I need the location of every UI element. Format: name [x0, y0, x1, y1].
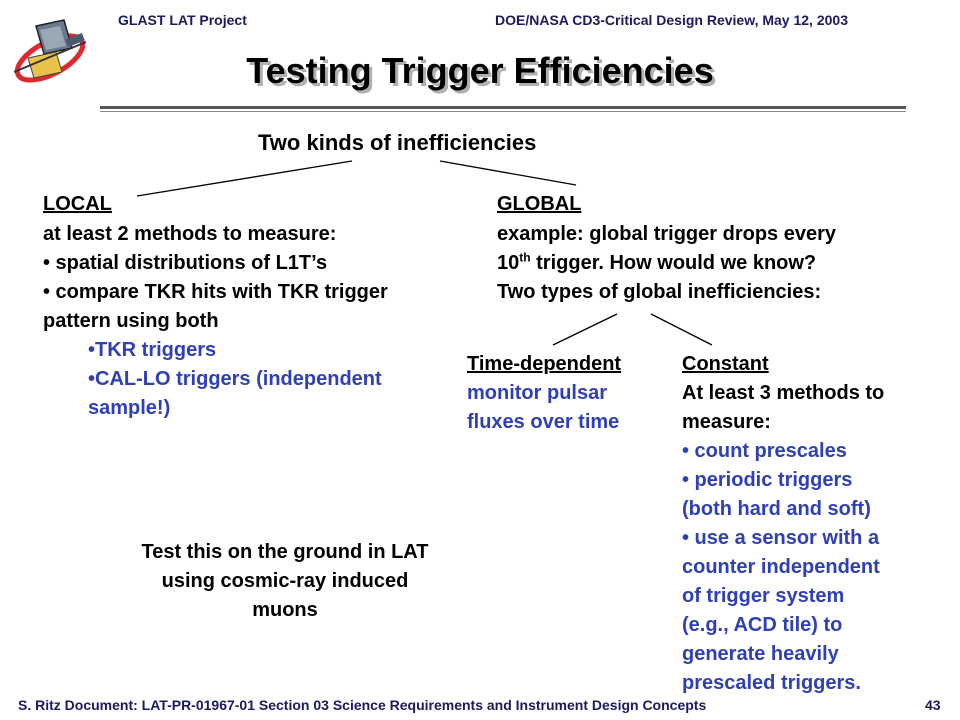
constant-item: • use a sensor with a: [682, 527, 880, 549]
time-dependent-line1: monitor pulsar: [467, 382, 608, 404]
constant-line1: At least 3 methods to: [682, 382, 885, 404]
constant-label: Constant: [682, 353, 769, 375]
ground-test-line1: Test this on the ground in LAT: [141, 541, 429, 563]
project-name: GLAST LAT Project: [118, 12, 247, 28]
constant-item: • count prescales: [682, 440, 847, 462]
global-line3: Two types of global inefficiencies:: [497, 281, 822, 303]
heading-two-kinds: Two kinds of inefficiencies: [258, 130, 537, 155]
constant-item: of trigger system: [682, 585, 845, 607]
footer-text: S. Ritz Document: LAT-PR-01967-01 Section 03 Science Requirements and Instrument Design Concepts: [18, 697, 707, 713]
local-line1: at least 2 methods to measure:: [43, 223, 337, 245]
constant-item: (both hard and soft): [682, 498, 871, 520]
local-sub2a: •CAL-LO triggers (independent: [88, 368, 382, 390]
page-number: 43: [925, 697, 941, 713]
constant-item: counter independent: [682, 556, 880, 578]
global-line2-rest: trigger. How would we know?: [530, 252, 817, 274]
local-sub2b: sample!): [88, 397, 171, 419]
local-bullet2a: • compare TKR hits with TKR trigger: [43, 281, 388, 303]
slide-title: Testing Trigger Efficiencies: [246, 50, 714, 91]
global-label: GLOBAL: [497, 193, 582, 215]
time-dependent-label: Time-dependent: [467, 353, 622, 375]
global-line2: [497, 251, 816, 275]
constant-item: • periodic triggers: [682, 469, 853, 491]
time-dependent-line2: fluxes over time: [467, 411, 620, 433]
local-label: LOCAL: [43, 193, 112, 215]
local-bullet1: • spatial distributions of L1T’s: [43, 252, 328, 274]
ground-test-line2: using cosmic-ray induced: [161, 570, 409, 592]
constant-item: prescaled triggers.: [682, 672, 861, 694]
constant-item: (e.g., ACD tile) to: [682, 614, 843, 636]
constant-item: generate heavily: [682, 643, 839, 665]
global-line2-sup: th: [519, 250, 531, 265]
constant-line2: measure:: [682, 411, 771, 433]
global-line1: example: global trigger drops every: [497, 223, 836, 245]
review-name: DOE/NASA CD3-Critical Design Review, May 12, 2003: [495, 12, 848, 28]
global-line2-num: 10: [497, 252, 520, 274]
local-sub1: •TKR triggers: [88, 339, 217, 361]
local-bullet2b: pattern using both: [43, 310, 219, 332]
ground-test-line3: muons: [252, 599, 318, 621]
